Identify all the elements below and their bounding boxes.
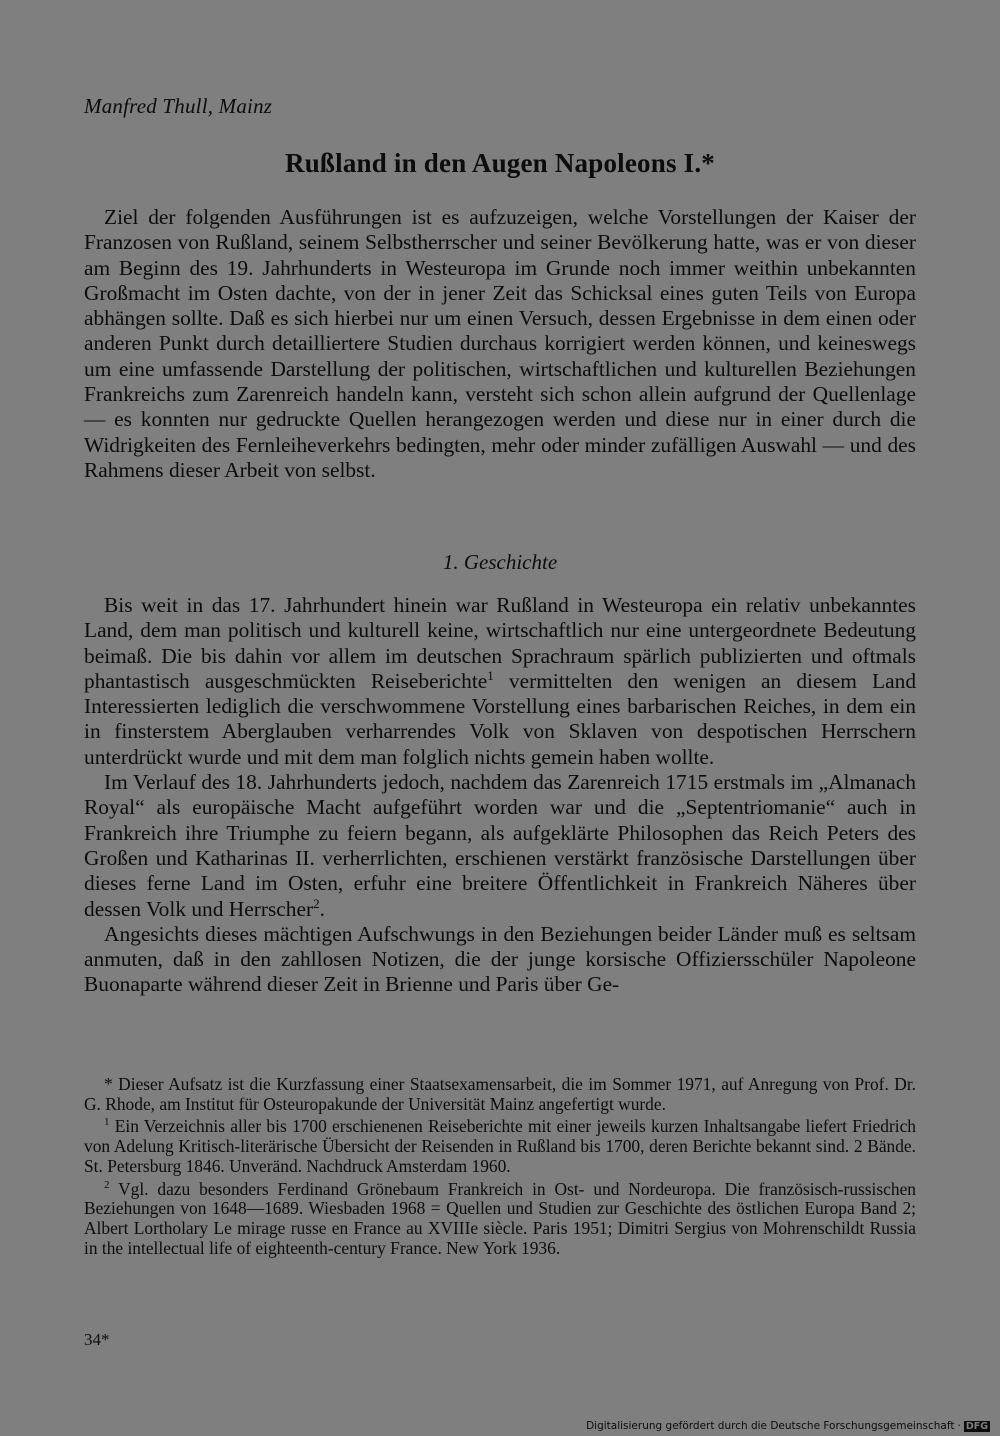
author-line: Manfred Thull, Mainz <box>84 94 273 118</box>
footnote-text: Ein Verzeichnis aller bis 1700 erschienenen Reiseberichte mit einer jeweils kurzen Inhaltsangabe liefert Friedrich von Adelung Kritisch-literärische Übersicht der Reisenden in Rußland bis 1700, deren Berichte bekannt sind. 2 Bände. St. Petersburg 1846. Unveränd. Nachdruck Amsterdam 1960. <box>84 1116 916 1176</box>
intro-paragraph-block <box>84 205 916 483</box>
footnote-text: Vgl. dazu besonders Ferdinand Grönebaum Frankreich in Ost- und Nordeuropa. Die französisch-russischen Beziehungen von 1648—1689. Wiesbaden 1968 = Quellen und Studien zur Geschichte des östlichen Europa Band 2; Albert Lortholary Le mirage russe en France au XVIIIe siècle. Paris 1951; Dimitri Sergius von Mohrenschildt Russia in the intellectual life of eighteenth-century France. New York 1936. <box>84 1178 916 1258</box>
body-paragraph <box>84 922 916 998</box>
body-paragraph <box>84 593 916 770</box>
footnote <box>84 1075 916 1114</box>
section-heading: 1. Geschichte <box>442 550 558 574</box>
footnote-reference: 2 <box>313 895 320 911</box>
article-title: Rußland in den Augen Napoleons I.* <box>285 148 715 178</box>
footnotes <box>84 1075 916 1261</box>
paragraph-text: . <box>319 896 325 921</box>
credit-text: Digitalisierung gefördert durch die Deutsche Forschungsgemeinschaft <box>586 1420 955 1432</box>
intro-paragraph: Ziel der folgenden Ausführungen ist es aufzuzeigen, welche Vorstellungen der Kaiser der Franzosen von Rußland, seinem Selbstherrscher und seiner Bevölkerung hatte, was er von dieser am Beginn des 19. Jahrhunderts in Westeuropa im Grunde noch immer weithin unbekannten Großmacht im Osten dachte, von der in jener Zeit das Schicksal eines guten Teils von Europa abhängen sollte. Daß es sich hierbei nur um einen Versuch, dessen Ergebnisse in dem einen oder anderen Punkt durch detailliertere Studien durchaus korrigiert werden können, und keineswegs um eine umfassende Darstellung der politischen, wirtschaftlichen und kulturellen Beziehungen Frankreichs zum Zarenreich handeln kann, versteht sich schon allein aufgrund der Quellenlage — es konnten nur gedruckte Quellen herangezogen werden und diese nur in einer durch die Widrigkeiten des Fernleiheverkehrs bedingten, mehr oder minder zufälligen Auswahl — und des Rahmens dieser Arbeit von selbst. <box>84 205 916 482</box>
footnote <box>84 1117 916 1176</box>
body-paragraph <box>84 770 916 922</box>
footnote-mark: 2 <box>104 1178 110 1191</box>
footnote-reference: 1 <box>487 667 494 683</box>
digitization-credit <box>586 1420 990 1432</box>
footnote-mark: * <box>104 1074 113 1094</box>
footnote-text: Dieser Aufsatz ist die Kurzfassung einer Staatsexamensarbeit, die im Sommer 1971, auf Anregung von Prof. Dr. G. Rhode, am Institut für Osteuropakunde der Universität Mainz angefertigt wurde. <box>84 1074 916 1114</box>
paragraph-text: Bis weit in das 17. Jahrhundert hinein war Rußland in Westeuropa ein relativ unbekanntes Land, dem man politisch und kulturell keine, wirtschaftlich nur eine untergeordnete Bedeutung beimaß. Die bis dahin vor allem im deutschen Sprachraum spärlich publizierten und oftmals phantastisch ausgeschmückten Reiseberichte <box>84 593 916 693</box>
separator: · <box>957 1420 961 1432</box>
paragraph-text: Im Verlauf des 18. Jahrhunderts jedoch, nachdem das Zarenreich 1715 erstmals im „Almanach Royal“ als europäische Macht aufgeführt worden war und die „Septentriomanie“ auch in Frankreich ihre Triumphe zu feiern begann, als aufgeklärte Philosophen das Reich Peters des Großen und Katharinas II. verherrlichten, erschienen verstärkt französische Darstellungen über dieses ferne Land im Osten, erfuhr eine breitere Öffentlichkeit in Frankreich Näheres über dessen Volk und Herrscher <box>84 770 916 921</box>
footnote <box>84 1180 916 1259</box>
dfg-logo: DFG <box>965 1420 988 1432</box>
paragraph-text: vermittelten den wenigen an diesem Land Interessierten lediglich die verschwommene Vorstellung eines barbarischen Reiches, in dem ein in finsterstem Aberglauben verharrendes Volk von Sklaven von despotischen Herrschern unterdrückt wurde und mit dem man folglich nichts gemein haben wollte. <box>84 668 917 769</box>
footnote-mark: 1 <box>104 1116 110 1129</box>
page-number: 34* <box>84 1330 110 1349</box>
paragraph-text: Angesichts dieses mächtigen Aufschwungs in den Beziehungen beider Länder muß es seltsam anmuten, daß in den zahllosen Notizen, die der junge korsische Offiziersschüler Napoleone Buonaparte während dieser Zeit in Brienne und Paris über Ge- <box>84 921 916 997</box>
section-body <box>84 593 916 998</box>
